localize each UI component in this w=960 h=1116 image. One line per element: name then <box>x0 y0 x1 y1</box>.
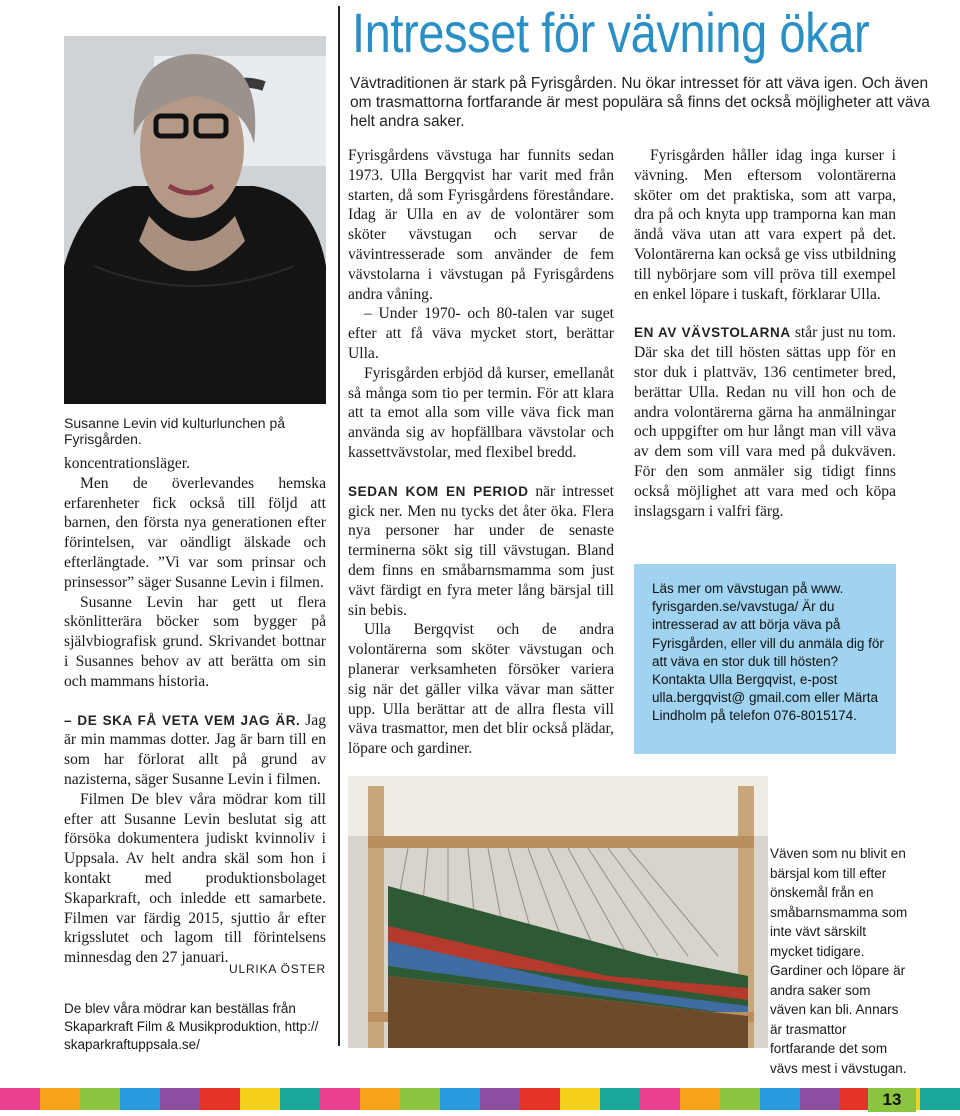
color-bar-segment <box>160 1088 200 1110</box>
color-bar-segment <box>320 1088 360 1110</box>
paragraph: Susanne Levin har gett ut flera skönlitterära böcker som bygger på självbiografisk grund. Skrivandet bottnar i Susannes behov av att berätta om sin och mammans historia. <box>64 593 326 690</box>
loom-photo <box>348 776 768 1048</box>
paragraph <box>348 482 614 621</box>
color-bar-segment <box>0 1088 40 1110</box>
paragraph: Fyrisgårdens vävstuga har funnits sedan 1973. Ulla Bergqvist har varit med från starten, då som Fyrisgårdens föreståndare. Idag är Ulla en av de volontärer som sköter vävstugan och servar de vävintresserade som använder de fem vävstolarna i vävstugan på Fyrisgårdens andra våning. <box>348 147 614 303</box>
color-bar-segment <box>360 1088 400 1110</box>
page-number: 13 <box>868 1088 916 1112</box>
color-bar-segment <box>760 1088 800 1110</box>
paragraph-text: Jag är min mammas dotter. Jag är barn till en som har förlorat allt på grund av nazisterna, säger Susanne Levin i filmen. <box>64 711 327 788</box>
byline: ULRIKA ÖSTER <box>229 962 326 976</box>
color-bar-segment <box>440 1088 480 1110</box>
paragraph <box>634 323 896 521</box>
section-lead-in: – DE SKA FÅ VETA VEM JAG ÄR. <box>64 712 301 728</box>
article-lead: Vävtraditionen är stark på Fyrisgården. Nu ökar intresset för att väva igen. Och även om trasmattorna fortfarande är mest populära så finns det också möjligheter att väva helt andra saker. <box>350 75 930 130</box>
color-bar-segment <box>720 1088 760 1110</box>
paragraph: Ulla Bergqvist och de andra volontärerna som sköter vävstugan och planerar verksamheten försöker variera sig när det gäller vilka vävar man sätter upp. Ulla berättar att de allra flesta vill väva trasmattor, men det blir också plädar, löpare och gardiner. <box>348 621 614 758</box>
section-lead-in: EN AV VÄVSTOLARNA <box>634 325 791 341</box>
paragraph: Men de överlevandes hemska erfarenheter fick också till följd att barnen, den första nya generationen efter förintelsen, var oändligt älskade och efterlängtade. ”Vi var som prinsar och prinsessor” säger Susanne Levin i filmen. <box>64 474 326 591</box>
article-headline: Intresset för vävning ökar <box>352 1 870 64</box>
color-bar-segment <box>640 1088 680 1110</box>
color-bar-segment <box>200 1088 240 1110</box>
paragraph <box>64 711 326 790</box>
section-lead-in: SEDAN KOM EN PERIOD <box>348 483 529 499</box>
color-bar-segment <box>560 1088 600 1110</box>
loom-caption: Väven som nu blivit en bärsjal kom till efter önskemål från en småbarnsmamma som inte vävt särskilt mycket tidigare. Gardiner och löpare är andra saker som väven kan bli. Annars är trasmattor fortfarande det som vävs mest i vävstugan. <box>770 846 908 1076</box>
paragraph: Fyrisgården erbjöd då kurser, emellanåt så många som tio per termin. För att klara att ta emot alla som ville väva fick man använda sig av hopfällbara vävstolar och kassettvävstolar, med flexibel bredd. <box>348 364 614 461</box>
color-bar-segment <box>280 1088 320 1110</box>
paragraph-text: när intresset gick ner. Men nu tycks det åter öka. Flera nya personer har under de senaste terminerna sökt sig till vävstugan. Bland dem finns en småbarnsmamma som just vävt färdigt en fyra meter lång bärsjal till sin bebis. <box>348 482 614 619</box>
portrait-caption: Susanne Levin vid kulturlunchen på Fyrisgården. <box>64 415 286 447</box>
paragraph: Filmen De blev våra mödrar kom till efter att Susanne Levin beslutat sig att försöka dokumentera judiskt kvinnoliv i Uppsala. Av helt andra skäl som hon i kontakt med produktionsbolaget Skaparkraft, och inledde ett samarbete. Filmen var färdig 2015, sjuttio år efter krigsslutet och lagom till förintelsens minnesdag den 27 januari. <box>64 790 326 967</box>
paragraph: – Under 1970- och 80-talen var suget efter att få väva mycket stort, berättar Ulla. <box>348 305 614 362</box>
column-divider <box>338 6 340 1046</box>
color-bar-segment <box>120 1088 160 1110</box>
color-bar-segment <box>480 1088 520 1110</box>
portrait-photo <box>64 36 326 404</box>
column-2 <box>348 146 614 759</box>
color-bar-segment <box>800 1088 840 1110</box>
color-bar-segment <box>920 1088 960 1110</box>
paragraph-text: står just nu tom. Där ska det till hösten sättas upp för en stor duk i plattväv, 136 centimeter bred, berättar Ulla. Redan nu vill hon och de andra volontärerna gärna ha anmälningar och uppgifter om hur långt man vill väva av dem som vill vara med på dukväven. För den som anmäler sig tidigt finns också möjlighet att vara med och köpa inslagsgarn i valfri färg. <box>634 324 897 520</box>
info-box: Läs mer om vävstugan på www. fyrisgarden.se/vavstuga/ Är du intresserad av att börja väva på Fyrisgården, eller vill du anmäla dig för att väva en stor duk till hösten? Kontakta Ulla Bergqvist, e-post ulla.bergqvist@ gmail.com eller Märta Lindholm på telefon 076-8015174. <box>634 564 896 754</box>
color-bar-segment <box>600 1088 640 1110</box>
paragraph: Fyrisgården håller idag inga kurser i vävning. Men eftersom volontärerna sköter om det praktiska, som att varpa, dra på och knyta upp tramporna kan man ändå väva utan att vara expert på det. Volontärerna kan också ge viss utbildning till nybörjare som vill pröva till exempel en enkel löpare i tuskaft, förklarar Ulla. <box>634 147 896 303</box>
color-bar-segment <box>520 1088 560 1110</box>
order-note: De blev våra mödrar kan beställas från Skaparkraft Film & Musikproduktion, http:// skaparkraftuppsala.se/ <box>64 1001 319 1052</box>
paragraph: koncentrationsläger. <box>64 455 191 472</box>
color-bar-segment <box>400 1088 440 1110</box>
color-bar <box>0 1088 960 1110</box>
column-3 <box>634 146 896 521</box>
color-bar-segment <box>680 1088 720 1110</box>
column-1 <box>64 454 326 968</box>
color-bar-segment <box>40 1088 80 1110</box>
color-bar-segment <box>80 1088 120 1110</box>
color-bar-segment <box>240 1088 280 1110</box>
